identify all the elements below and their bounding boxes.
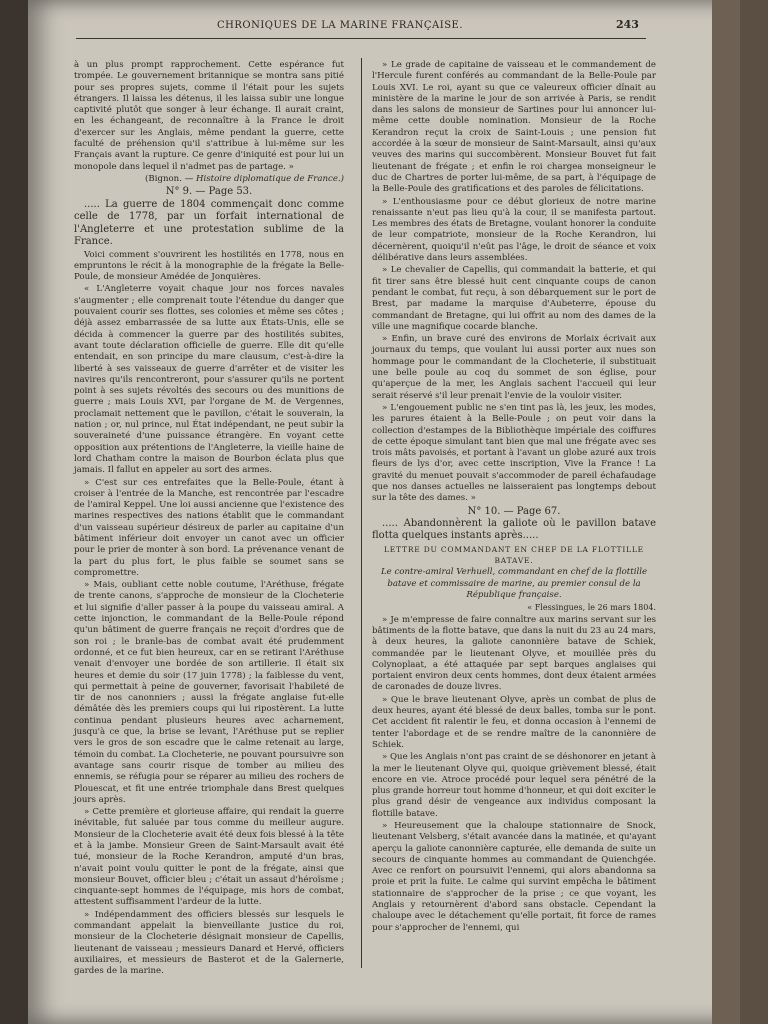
column-divider [361,58,362,968]
lead-paragraph: ..... Abandonnèrent la galiote où le pavillon batave flotta quelques instants après..... [372,517,656,542]
paragraph: » Que le brave lieutenant Olyve, après un combat de plus de deux heures, ayant été blessé de deux balles, tomba sur le pont. Cet accident fit ralentir le feu, et donna occasion à l'ennemi de tenter l'abordage et de se rendre maître de la canonnière de Schiek. [372,694,656,750]
paragraph: » Cette première et glorieuse affaire, qui rendait la guerre inévitable, fut saluée par tous comme du meilleur augure. Monsieur de la Clocheterie avait été deux fois blessé à la tête et à la jambe. Monsieur Green de Saint-Marsault avait été tué, monsieur de la Roche Kerandron, amputé d'un bras, n'avait point voulu quitter le pont de la frégate, ainsi que monsieur Bouvet, officier bleu ; c'était un assaut d'héroïsme ; cinquante-sept hommes de l'équipage, mis hors de combat, attestent suffisamment l'ardeur de la lutte. [74,807,344,908]
paragraph: » L'enthousiasme pour ce début glorieux de notre marine renaissante n'eut pas lieu qu'à la cour, il se manifesta partout. Les membres des états de Bretagne, voulant honorer la conduite de leur compatriote, monsieur de la Roche Kerandron, lui décernèrent, quoiqu'il n'eût pas l'âge, le droit de séance et voix délibérative dans leurs assemblées. [372,196,656,264]
right-column [372,60,656,935]
section-heading: N° 10. — Page 67. [467,505,561,517]
letter-addressee: Le contre-amiral Verhuell, commandant en chef de la flottille batave et commissaire de marine, au premier consul de la République française. [380,567,648,601]
letter-heading: LETTRE DU COMMANDANT EN CHEF DE LA FLOTTILLE BATAVE. [384,544,644,566]
paragraph: Voici comment s'ouvrirent les hostilités en 1778, nous en empruntons le récit à la monographie de la frégate la Belle-Poule, de monsieur Amédée de Jonquières. [74,249,344,283]
paragraph: » C'est sur ces entrefaites que la Belle-Poule, étant à croiser à l'entrée de la Manche, est rencontrée par l'escadre de l'amiral Keppel. Une loi aussi ancienne que l'existence des marines respectives des nations établit que le commandant d'un vaisseau supérieur désireux de parler au capitaine d'un bâtiment inférieur doit envoyer un canot avec un officier pour le prier de monter à son bord. La prévenance venant de la part du plus fort, le plus faible se soumet sans se compromettre. [74,477,344,578]
paragraph: » Indépendamment des officiers blessés sur lesquels le commandant appelait la bienveillante justice du roi, monsieur de la Clocheterie désignait monsieur de Capellis, lieutenant de vaisseau ; messieurs Danard et Hervé, officiers auxiliaires, et messieurs de Basterot et de la Galernerie, gardes de la marine. [74,909,344,977]
paragraph: à un plus prompt rapprochement. Cette espérance fut trompée. Le gouvernement britannique se montra sans pitié pour ses propres sujets, comme il l'était pour les sujets étrangers. Il laissa les détenus, il les laissa subir une longue captivité plutôt que songer à leur échange. Il aurait craint, en les échangeant, de reconnaître à la France le droit d'exercer sur les Anglais, même pendant la guerre, cette faculté de préhension qu'il s'attribue à lui-même sur les Français avant la rupture. Ce genre d'iniquité est pour lui un monopole dans lequel il n'admet pas de partage. » [74,60,344,172]
letter-date: « Flessingues, le 26 mars 1804. [527,603,656,613]
section-heading: N° 9. — Page 53. [165,186,253,198]
page-edge-shadow [712,0,740,1024]
left-column [74,60,344,979]
page-number: 243 [616,18,639,31]
paragraph: » Le grade de capitaine de vaisseau et le commandement de l'Hercule furent conférés au commandant de la Belle-Poule par Louis XVI. Le roi, ayant su que ce valeureux officier dînait au ministère de la marine le jour de son arrivée à Paris, se rendit dans les salons de monsieur de Sartines pour lui annoncer lui-même cette double nomination. Monsieur de la Roche Kerandron reçut la croix de Saint-Louis ; une pension fut accordée à la sœur de monsieur de Saint-Marsault, ainsi qu'aux veuves des marins qui succombèrent. Monsieur Bouvet fut fait lieutenant de frégate ; et enfin le roi chargea monseigneur le duc de Chartres de porter lui-même, de sa part, à l'équipage de la Belle-Poule des gratifications et des paroles de félicitations. [372,60,656,195]
paragraph: » Que les Anglais n'ont pas craint de se déshonorer en jetant à la mer le lieutenant Olyve qui, quoique grièvement blessé, était encore en vie. Atroce procédé pour lequel sera pénétré de la plus grande horreur tout homme d'honneur, et qui doit exciter le plus grand désir de vengeance aux individus composant la flottille batave. [372,752,656,819]
lead-paragraph: ..... La guerre de 1804 commençait donc comme celle de 1778, par un forfait international de l'Angleterre et une protestation sublime de la France. [74,198,344,248]
paragraph: » Mais, oubliant cette noble coutume, l'Aréthuse, frégate de trente canons, s'approche de monsieur de la Clocheterie et lui signifie d'aller passer à la poupe du vaisseau amiral. A cette injonction, le commandant de la Belle-Poule répond qu'un bâtiment de guerre français ne reçoit d'ordres que de son roi ; le branle-bas de combat avait été prudemment ordonné, et ce fut bien heureux, car en se retirant l'Aréthuse venait d'envoyer une bordée de son artillerie. Il était six heures et demie du soir (17 juin 1778) ; la faiblesse du vent, qui permettait à peine de gouverner, favorisait l'habileté de tir de nos canonniers ; aussi la frégate anglaise fut-elle démâtée dès les premiers coups qui lui ripostèrent. La lutte continua pendant plusieurs heures avec acharnement, jusqu'à ce que, la brise se levant, l'Aréthuse put se replier vers le gros de son escadre que le calme retenait au large, témoin du combat. La Clocheterie, ne pouvant poursuivre son avantage sans courir risque de tomber au milieu des ennemis, se réfugia pour se réparer au milieu des rochers de Plouescat, et fit une entrée triomphale dans Brest quelques jours après. [74,580,344,805]
paragraph: » Heureusement que la chaloupe stationnaire de Snock, lieutenant Velsberg, s'était avancée dans la matinée, et qu'ayant aperçu la galiote canonnière capturée, elle demanda de suite un secours de cinquante hommes au commandant de Quienchgée. Avec ce renfort on poursuivit l'ennemi, qui alors abandonna sa proie et prit la fuite. Le calme qui survint empêcha le bâtiment stationnaire de s'approcher de la prise ; ce que voyant, les Anglais y retournèrent d'abord sans obstacle. Cependant la chaloupe avec le détachement qu'elle portait, fit force de rames pour s'approcher de l'ennemi, qui [372,821,656,933]
paragraph: » Le chevalier de Capellis, qui commandait la batterie, et qui fit tirer sans être blessé huit cent cinquante coups de canon pendant le combat, fut reçu, à son débarquement sur le port de Brest, par madame la marquise d'Aubeterre, épouse du commandant de Bretagne, qui lui offrit au nom des dames de la ville une magnifique cocarde blanche. [372,265,656,332]
paragraph: « L'Angleterre voyait chaque jour nos forces navales s'augmenter ; elle comprenait toute l'étendue du danger que pouvaient courir ses flottes, ses colonies et même ses côtes ; déjà assez embarrassée de sa lutte aux États-Unis, elle se décida à commencer la guerre par des hostilités subites, avant toute déclaration officielle de guerre. Elle dit qu'elle entendait, en son principe du mare clausum, c'est-à-dire la liberté à ses vaisseaux de guerre d'arrêter et de visiter les navires qu'ils rencontreront, pour s'assurer qu'ils ne portent point à ses sujets révoltés des secours ou des munitions de guerre ; mais Louis XVI, par l'organe de M. de Vergennes, proclamait nettement que le pavillon, c'était le souverain, la nation ; or, nul prince, nul État indépendant, ne peut subir la souveraineté d'une puissance étrangère. En voyant cette opposition aux prétentions de l'Angleterre, la vieille haine de lord Chatham contre la maison de Bourbon éclata plus que jamais. Il fallut en appeler au sort des armes. [74,284,344,476]
paragraph: » Enfin, un brave curé des environs de Morlaix écrivait aux journaux du temps, que voulant lui aussi porter aux nues son hommage pour le commandant de la Clocheterie, il substituait une belle poule au coq du sommet de son église, pour qu'aperçue de la mer, les Anglais sachent l'accueil qui leur serait réservé s'il leur prenait l'envie de la vouloir visiter. [372,334,656,401]
source-author: (Bignon. [145,173,182,184]
running-title: CHRONIQUES DE LA MARINE FRANÇAISE. [216,20,464,31]
header-rule [76,38,646,39]
paragraph: » L'engouement public ne s'en tint pas là, les jeux, les modes, les parures étaient à la Belle-Poule ; on peut voir dans la collection d'estampes de la Bibliothèque impériale des coiffures de cette époque simulant tant bien que mal une frégate avec ses trois mâts pavoisés, et portant à l'avant un globe azuré aux trois fleurs de lys d'or, avec cette inscription, Vive la France ! La gravité du menuet pouvait s'accommoder de pareil échafaudage que nos danses actuelles ne laisseraient pas longtemps debout sur la tête des dames. » [372,402,656,504]
source-title: — Histoire diplomatique de France.) [184,173,344,184]
paragraph: » Je m'empresse de faire connaître aux marins servant sur les bâtiments de la flotte batave, que dans la nuit du 23 au 24 mars, à deux heures, la galiote canonnière batave de Schiek, commandée par le lieutenant Olyve, et mouillée près du Colynoplaat, a été attaquée par sept barques anglaises qui portaient environ deux cents hommes, dont deux étaient armées de caronades de douze livres. [372,614,656,693]
book-page [28,0,740,1024]
source-citation [74,174,344,185]
book-binding-shadow [0,0,28,1024]
